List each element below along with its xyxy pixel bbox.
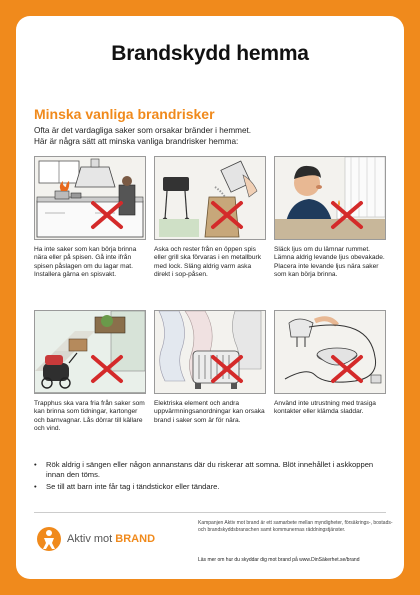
bullet-list: [34, 460, 386, 492]
intro-text: [34, 126, 251, 147]
panel-caption: Elektriska element och andra uppvärmningsanordningar kan orsaka brand i saker som är för nära.: [154, 400, 265, 424]
panel-heater: [154, 310, 266, 425]
bullet-dot: •: [34, 482, 37, 491]
grill-ash-illustration: [154, 156, 266, 240]
logo-wordmark: [67, 533, 155, 545]
candle-illustration: [274, 156, 386, 240]
page-title: Brandskydd hemma: [111, 42, 309, 65]
panel-grill-ash: [154, 156, 266, 280]
heater-illustration: [154, 310, 266, 394]
footer-info: Kampanjen Aktiv mot brand är ett samarbete mellan myndigheter, försäkrings-, bostads- och brandskyddsbranschen samt kommunernas räddningstjänster.: [198, 520, 393, 533]
panel-caption: Släck ljus om du lämnar rummet. Lämna aldrig levande ljus obevakade. Placera inte levande ljus nära saker som kan börja brinna.: [274, 246, 385, 279]
logo-part2: BRAND: [115, 533, 156, 545]
panel-caption: Använd inte utrustning med trasiga kontakter eller klämda sladdar.: [274, 400, 376, 416]
footer-divider: [34, 512, 386, 513]
intro-line: Ofta är det vardagliga saker som orsakar bränder i hemmet.: [34, 126, 252, 135]
bullet-dot: •: [34, 460, 37, 469]
aktiv-mot-brand-logo: [36, 526, 155, 552]
bullet-text: Rök aldrig i sängen eller någon annanstans där du riskerar att somna. Blöt innehållet i askkoppen innan den töms.: [46, 460, 374, 479]
intro-line: Här är några sätt att minska vanliga brandrisker hemma:: [34, 136, 239, 146]
stove-fire-illustration: [34, 156, 146, 240]
footer-link-text: Läs mer om hur du skyddar dig mot brand på www.DinSäkerhet.se/brand: [198, 557, 360, 563]
mixer-cable-illustration: [274, 310, 386, 394]
panel-stove: [34, 156, 146, 280]
poster-card: [16, 16, 404, 579]
stairwell-illustration: [34, 310, 146, 394]
bullet-text: Se till att barn inte får tag i tändstickor eller tändare.: [46, 482, 220, 491]
panel-mixer: [274, 310, 386, 417]
panel-caption: Aska och rester från en öppen spis eller grill ska förvaras i en metallburk med lock. Släng aldrig varm aska direkt i sop-påsen.: [154, 246, 262, 279]
bullet-item: [34, 482, 386, 492]
panel-caption: Trapphus ska vara fria från saker som kan brinna som tidningar, kartonger och barnvagnar. Lås dörrar till källare och vind.: [34, 400, 145, 433]
panel-stairwell: [34, 310, 146, 434]
logo-part1: Aktiv mot: [67, 533, 116, 545]
section-subtitle: Minska vanliga brandrisker: [34, 106, 215, 122]
panel-caption: Ha inte saker som kan börja brinna nära eller på spisen. Gå inte ifrån spisen påslagen om du lagar mat. Installera gärna en spisvakt.: [34, 246, 137, 279]
flame-person-icon: [36, 526, 62, 552]
panel-candle: [274, 156, 386, 280]
bullet-item: [34, 460, 386, 480]
